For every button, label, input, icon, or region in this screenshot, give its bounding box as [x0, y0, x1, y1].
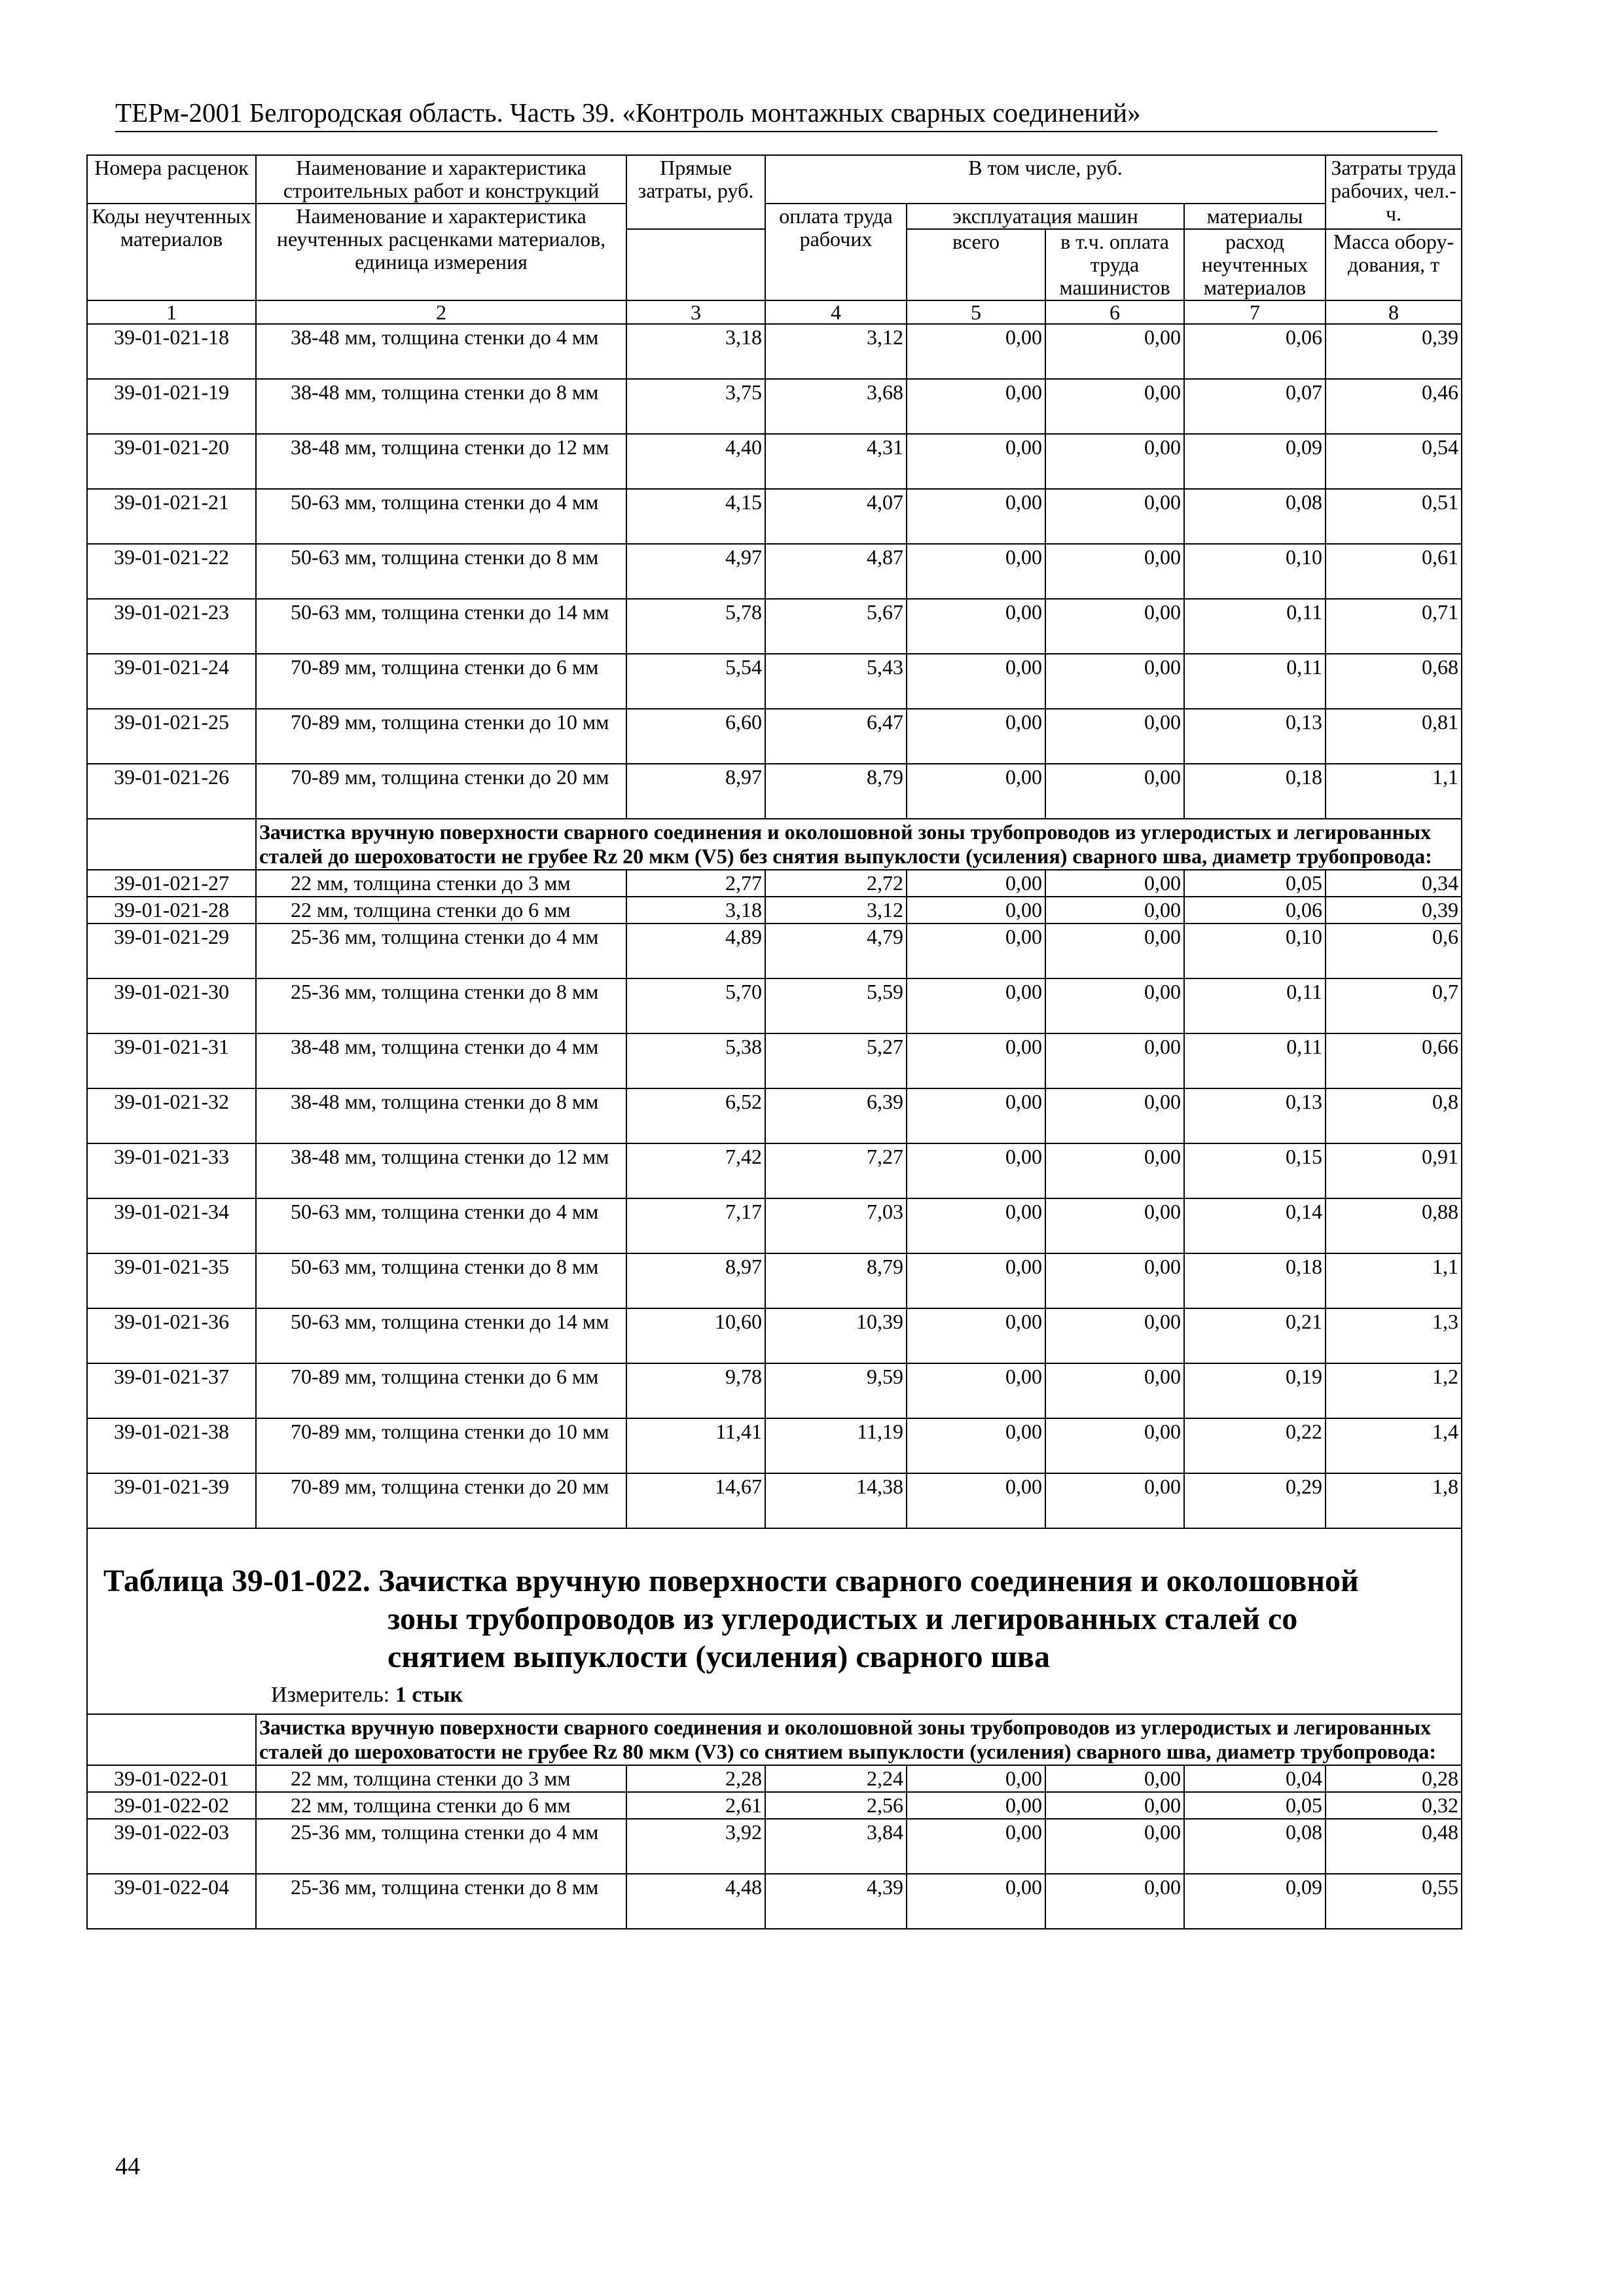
machines-total-value: 0,00 [907, 897, 1045, 924]
table-title [90, 1530, 1458, 1676]
section-spacer [87, 819, 256, 870]
operator-pay-value: 0,00 [1045, 489, 1184, 544]
worker-pay-value: 8,79 [765, 764, 907, 819]
direct-costs-value: 8,97 [626, 764, 765, 819]
direct-costs-value: 5,38 [626, 1033, 765, 1088]
direct-costs-value: 4,15 [626, 489, 765, 544]
machines-total-value: 0,00 [907, 544, 1045, 599]
machines-total-value: 0,00 [907, 1308, 1045, 1363]
section-heading-rz80: Зачистка вручную поверхности сварного соединения и околошовной зоны трубопроводов из углеродистых и легированных сталей до шероховатости не грубее Rz 80 мкм (V3) со снятием выпуклости (усиления) сварного шва, диаметр трубопровода: [256, 1714, 1462, 1765]
machines-total-value: 0,00 [907, 1198, 1045, 1253]
column-number: 7 [1184, 300, 1326, 324]
rows-group-021-a [87, 324, 1462, 819]
rate-code: 39-01-021-22 [87, 544, 256, 599]
labor-costs-value: 0,6 [1326, 924, 1462, 978]
table-row [87, 379, 1462, 434]
worker-pay-value: 3,68 [765, 379, 907, 434]
direct-costs-value: 2,28 [626, 1765, 765, 1792]
measure-label: Измеритель: [271, 1683, 390, 1707]
labor-costs-value: 0,66 [1326, 1033, 1462, 1088]
table-title-line-2: зоны трубопроводов из углеродистых и легированных сталей со [388, 1602, 1298, 1636]
worker-pay-value: 4,31 [765, 434, 907, 489]
rate-description: 50-63 мм, толщина стенки до 14 мм [256, 599, 626, 654]
rate-description: 70-89 мм, толщина стенки до 10 мм [256, 1418, 626, 1473]
machines-total-value: 0,00 [907, 1874, 1045, 1929]
rows-group-021-b [87, 870, 1462, 1528]
section-row [87, 1714, 1462, 1765]
labor-costs-value: 0,32 [1326, 1792, 1462, 1819]
material-usage-value: 0,11 [1184, 1033, 1326, 1088]
direct-costs-value: 4,48 [626, 1874, 765, 1929]
material-usage-value: 0,08 [1184, 489, 1326, 544]
labor-costs-value: 0,28 [1326, 1765, 1462, 1792]
table-row [87, 434, 1462, 489]
rate-code: 39-01-021-27 [87, 870, 256, 897]
worker-pay-value: 4,07 [765, 489, 907, 544]
material-usage-value: 0,29 [1184, 1473, 1326, 1528]
direct-costs-value: 6,52 [626, 1088, 765, 1143]
table-row [87, 489, 1462, 544]
rate-description: 22 мм, толщина стенки до 6 мм [256, 897, 626, 924]
labor-costs-value: 1,1 [1326, 1253, 1462, 1308]
direct-costs-value: 9,78 [626, 1363, 765, 1418]
operator-pay-value: 0,00 [1045, 1792, 1184, 1819]
material-usage-value: 0,13 [1184, 1088, 1326, 1143]
table-row [87, 1363, 1462, 1418]
column-number-row [87, 300, 1462, 324]
operator-pay-value: 0,00 [1045, 434, 1184, 489]
col-header-material-usage: расход неучтенных материалов [1184, 229, 1326, 300]
table-row [87, 1765, 1462, 1792]
labor-costs-value: 0,68 [1326, 654, 1462, 709]
machines-total-value: 0,00 [907, 924, 1045, 978]
rate-description: 50-63 мм, толщина стенки до 4 мм [256, 1198, 626, 1253]
material-usage-value: 0,15 [1184, 1143, 1326, 1198]
direct-costs-value: 5,78 [626, 599, 765, 654]
rate-description: 22 мм, толщина стенки до 3 мм [256, 870, 626, 897]
table-row [87, 324, 1462, 379]
rate-code: 39-01-022-04 [87, 1874, 256, 1929]
direct-costs-value: 3,18 [626, 324, 765, 379]
worker-pay-value: 14,38 [765, 1473, 907, 1528]
table-row [87, 1792, 1462, 1819]
col-header-rate-numbers: Номера расценок [87, 155, 256, 204]
measure-value: 1 стык [395, 1683, 463, 1707]
rate-description: 25-36 мм, толщина стенки до 4 мм [256, 924, 626, 978]
labor-costs-value: 0,8 [1326, 1088, 1462, 1143]
labor-costs-value: 0,7 [1326, 978, 1462, 1033]
machines-total-value: 0,00 [907, 1363, 1045, 1418]
worker-pay-value: 2,56 [765, 1792, 907, 1819]
machines-total-value: 0,00 [907, 1033, 1045, 1088]
rate-code: 39-01-021-19 [87, 379, 256, 434]
worker-pay-value: 3,12 [765, 897, 907, 924]
machines-total-value: 0,00 [907, 379, 1045, 434]
material-usage-value: 0,07 [1184, 379, 1326, 434]
material-usage-value: 0,21 [1184, 1308, 1326, 1363]
material-usage-value: 0,09 [1184, 1874, 1326, 1929]
labor-costs-value: 0,88 [1326, 1198, 1462, 1253]
direct-costs-value: 4,97 [626, 544, 765, 599]
rate-description: 50-63 мм, толщина стенки до 14 мм [256, 1308, 626, 1363]
material-usage-value: 0,13 [1184, 709, 1326, 764]
col-header-direct-costs-spacer [626, 229, 765, 300]
worker-pay-value: 11,19 [765, 1418, 907, 1473]
machines-total-value: 0,00 [907, 978, 1045, 1033]
direct-costs-value: 3,18 [626, 897, 765, 924]
rate-code: 39-01-021-31 [87, 1033, 256, 1088]
operator-pay-value: 0,00 [1045, 1198, 1184, 1253]
worker-pay-value: 9,59 [765, 1363, 907, 1418]
price-table [86, 154, 1462, 1929]
rate-code: 39-01-021-23 [87, 599, 256, 654]
rate-code: 39-01-022-01 [87, 1765, 256, 1792]
table-title-line-3: снятием выпуклости (усиления) сварного шва [388, 1640, 1050, 1674]
operator-pay-value: 0,00 [1045, 544, 1184, 599]
rate-code: 39-01-021-25 [87, 709, 256, 764]
material-usage-value: 0,06 [1184, 324, 1326, 379]
machines-total-value: 0,00 [907, 1088, 1045, 1143]
worker-pay-value: 10,39 [765, 1308, 907, 1363]
material-usage-value: 0,04 [1184, 1765, 1326, 1792]
table-title-cell [87, 1528, 1462, 1714]
material-usage-value: 0,06 [1184, 897, 1326, 924]
rate-code: 39-01-021-38 [87, 1418, 256, 1473]
material-usage-value: 0,11 [1184, 654, 1326, 709]
labor-costs-value: 0,71 [1326, 599, 1462, 654]
table-row [87, 1088, 1462, 1143]
table-row [87, 1418, 1462, 1473]
rate-code: 39-01-021-30 [87, 978, 256, 1033]
labor-costs-value: 1,1 [1326, 764, 1462, 819]
table-row [87, 1308, 1462, 1363]
worker-pay-value: 8,79 [765, 1253, 907, 1308]
worker-pay-value: 6,39 [765, 1088, 907, 1143]
machines-total-value: 0,00 [907, 489, 1045, 544]
labor-costs-value: 0,39 [1326, 897, 1462, 924]
direct-costs-value: 2,61 [626, 1792, 765, 1819]
operator-pay-value: 0,00 [1045, 1874, 1184, 1929]
machines-total-value: 0,00 [907, 324, 1045, 379]
rate-code: 39-01-021-39 [87, 1473, 256, 1528]
table-row [87, 1473, 1462, 1528]
rate-code: 39-01-021-34 [87, 1198, 256, 1253]
labor-costs-value: 0,91 [1326, 1143, 1462, 1198]
rate-description: 50-63 мм, толщина стенки до 8 мм [256, 1253, 626, 1308]
material-usage-value: 0,10 [1184, 544, 1326, 599]
col-header-work-name: Наименование и характеристика строительных работ и конструкций [256, 155, 626, 204]
rate-code: 39-01-021-26 [87, 764, 256, 819]
col-header-worker-pay: оплата труда рабочих [765, 204, 907, 300]
machines-total-value: 0,00 [907, 1819, 1045, 1874]
operator-pay-value: 0,00 [1045, 324, 1184, 379]
rate-description: 70-89 мм, толщина стенки до 6 мм [256, 1363, 626, 1418]
rate-description: 38-48 мм, толщина стенки до 4 мм [256, 324, 626, 379]
rate-description: 22 мм, толщина стенки до 3 мм [256, 1765, 626, 1792]
rate-code: 39-01-021-20 [87, 434, 256, 489]
rate-description: 70-89 мм, толщина стенки до 6 мм [256, 654, 626, 709]
operator-pay-value: 0,00 [1045, 1088, 1184, 1143]
col-header-machines-total: всего [907, 229, 1045, 300]
direct-costs-value: 5,70 [626, 978, 765, 1033]
labor-costs-value: 0,61 [1326, 544, 1462, 599]
machines-total-value: 0,00 [907, 1143, 1045, 1198]
operator-pay-value: 0,00 [1045, 1033, 1184, 1088]
material-usage-value: 0,22 [1184, 1418, 1326, 1473]
operator-pay-value: 0,00 [1045, 924, 1184, 978]
worker-pay-value: 3,84 [765, 1819, 907, 1874]
machines-total-value: 0,00 [907, 1418, 1045, 1473]
column-number: 1 [87, 300, 256, 324]
rate-description: 38-48 мм, толщина стенки до 12 мм [256, 434, 626, 489]
material-usage-value: 0,10 [1184, 924, 1326, 978]
material-usage-value: 0,14 [1184, 1198, 1326, 1253]
operator-pay-value: 0,00 [1045, 1819, 1184, 1874]
col-header-direct-costs: Прямые затраты, руб. [626, 155, 765, 229]
rate-code: 39-01-022-02 [87, 1792, 256, 1819]
rate-code: 39-01-021-32 [87, 1088, 256, 1143]
rate-description: 22 мм, толщина стенки до 6 мм [256, 1792, 626, 1819]
col-header-materials: материалы [1184, 204, 1326, 229]
worker-pay-value: 5,27 [765, 1033, 907, 1088]
operator-pay-value: 0,00 [1045, 1418, 1184, 1473]
table-row [87, 654, 1462, 709]
labor-costs-value: 0,39 [1326, 324, 1462, 379]
operator-pay-value: 0,00 [1045, 1253, 1184, 1308]
measure-unit [90, 1676, 1458, 1713]
direct-costs-value: 6,60 [626, 709, 765, 764]
operator-pay-value: 0,00 [1045, 1765, 1184, 1792]
machines-total-value: 0,00 [907, 870, 1045, 897]
material-usage-value: 0,19 [1184, 1363, 1326, 1418]
rate-description: 70-89 мм, толщина стенки до 20 мм [256, 764, 626, 819]
direct-costs-value: 10,60 [626, 1308, 765, 1363]
direct-costs-value: 7,42 [626, 1143, 765, 1198]
worker-pay-value: 3,12 [765, 324, 907, 379]
material-usage-value: 0,18 [1184, 764, 1326, 819]
table-title-line-1: Таблица 39-01-022. Зачистка вручную поверхности сварного соединения и околошовной [103, 1564, 1359, 1598]
column-number: 8 [1326, 300, 1462, 324]
worker-pay-value: 5,59 [765, 978, 907, 1033]
table-row [87, 924, 1462, 978]
direct-costs-value: 3,92 [626, 1819, 765, 1874]
operator-pay-value: 0,00 [1045, 978, 1184, 1033]
material-usage-value: 0,09 [1184, 434, 1326, 489]
direct-costs-value: 8,97 [626, 1253, 765, 1308]
table-row [87, 1253, 1462, 1308]
machines-total-value: 0,00 [907, 434, 1045, 489]
section-spacer [87, 1714, 256, 1765]
direct-costs-value: 2,77 [626, 870, 765, 897]
direct-costs-value: 3,75 [626, 379, 765, 434]
worker-pay-value: 2,24 [765, 1765, 907, 1792]
header-row-2 [87, 204, 1462, 229]
rate-description: 50-63 мм, толщина стенки до 4 мм [256, 489, 626, 544]
material-usage-value: 0,05 [1184, 1792, 1326, 1819]
column-number: 6 [1045, 300, 1184, 324]
labor-costs-value: 1,8 [1326, 1473, 1462, 1528]
worker-pay-value: 4,39 [765, 1874, 907, 1929]
operator-pay-value: 0,00 [1045, 1473, 1184, 1528]
rate-code: 39-01-021-24 [87, 654, 256, 709]
material-usage-value: 0,11 [1184, 599, 1326, 654]
rate-description: 70-89 мм, толщина стенки до 10 мм [256, 709, 626, 764]
worker-pay-value: 4,87 [765, 544, 907, 599]
material-usage-value: 0,11 [1184, 978, 1326, 1033]
running-header: ТЕРм-2001 Белгородская область. Часть 39. «Контроль монтажных сварных соединений» [115, 97, 1437, 132]
machines-total-value: 0,00 [907, 764, 1045, 819]
worker-pay-value: 7,27 [765, 1143, 907, 1198]
rate-code: 39-01-021-29 [87, 924, 256, 978]
worker-pay-value: 2,72 [765, 870, 907, 897]
operator-pay-value: 0,00 [1045, 1363, 1184, 1418]
worker-pay-value: 6,47 [765, 709, 907, 764]
rate-description: 38-48 мм, толщина стенки до 8 мм [256, 379, 626, 434]
direct-costs-value: 4,89 [626, 924, 765, 978]
rate-description: 38-48 мм, толщина стенки до 4 мм [256, 1033, 626, 1088]
rate-code: 39-01-021-18 [87, 324, 256, 379]
direct-costs-value: 5,54 [626, 654, 765, 709]
col-header-labor-costs: Затраты труда рабочих, чел.-ч. [1326, 155, 1462, 229]
table-row [87, 1819, 1462, 1874]
material-usage-value: 0,18 [1184, 1253, 1326, 1308]
labor-costs-value: 0,51 [1326, 489, 1462, 544]
table-row [87, 1198, 1462, 1253]
operator-pay-value: 0,00 [1045, 870, 1184, 897]
rate-code: 39-01-021-36 [87, 1308, 256, 1363]
table-row [87, 870, 1462, 897]
labor-costs-value: 0,34 [1326, 870, 1462, 897]
labor-costs-value: 1,4 [1326, 1418, 1462, 1473]
labor-costs-value: 0,54 [1326, 434, 1462, 489]
col-header-material-codes: Коды неучтенных материалов [87, 204, 256, 300]
operator-pay-value: 0,00 [1045, 1143, 1184, 1198]
section-row [87, 819, 1462, 870]
labor-costs-value: 0,81 [1326, 709, 1462, 764]
operator-pay-value: 0,00 [1045, 764, 1184, 819]
rate-description: 25-36 мм, толщина стенки до 8 мм [256, 1874, 626, 1929]
operator-pay-value: 0,00 [1045, 599, 1184, 654]
col-header-operator-pay: в т.ч. оплата труда машинистов [1045, 229, 1184, 300]
operator-pay-value: 0,00 [1045, 654, 1184, 709]
machines-total-value: 0,00 [907, 599, 1045, 654]
rows-group-022 [87, 1765, 1462, 1929]
direct-costs-value: 11,41 [626, 1418, 765, 1473]
worker-pay-value: 7,03 [765, 1198, 907, 1253]
rate-description: 50-63 мм, толщина стенки до 8 мм [256, 544, 626, 599]
table-row [87, 544, 1462, 599]
labor-costs-value: 1,2 [1326, 1363, 1462, 1418]
table-row [87, 1874, 1462, 1929]
section-heading-rz20: Зачистка вручную поверхности сварного соединения и околошовной зоны трубопроводов из углеродистых и легированных сталей до шероховатости не грубее Rz 20 мкм (V5) без снятия выпуклости (усиления) сварного шва, диаметр трубопровода: [256, 819, 1462, 870]
operator-pay-value: 0,00 [1045, 709, 1184, 764]
rate-description: 38-48 мм, толщина стенки до 12 мм [256, 1143, 626, 1198]
labor-costs-value: 0,48 [1326, 1819, 1462, 1874]
column-number: 5 [907, 300, 1045, 324]
rate-description: 70-89 мм, толщина стенки до 20 мм [256, 1473, 626, 1528]
direct-costs-value: 7,17 [626, 1198, 765, 1253]
operator-pay-value: 0,00 [1045, 1308, 1184, 1363]
table-row [87, 978, 1462, 1033]
machines-total-value: 0,00 [907, 1765, 1045, 1792]
material-usage-value: 0,05 [1184, 870, 1326, 897]
rate-description: 25-36 мм, толщина стенки до 8 мм [256, 978, 626, 1033]
machines-total-value: 0,00 [907, 1792, 1045, 1819]
rate-code: 39-01-021-33 [87, 1143, 256, 1198]
col-header-material-name: Наименование и характеристика неучтенных расценками материалов, единица измерения [256, 204, 626, 300]
col-header-machines: эксплуатация машин [907, 204, 1184, 229]
page-number: 44 [115, 2153, 140, 2180]
machines-total-value: 0,00 [907, 709, 1045, 764]
machines-total-value: 0,00 [907, 1473, 1045, 1528]
column-number: 2 [256, 300, 626, 324]
labor-costs-value: 0,55 [1326, 1874, 1462, 1929]
machines-total-value: 0,00 [907, 1253, 1045, 1308]
rate-code: 39-01-021-35 [87, 1253, 256, 1308]
direct-costs-value: 14,67 [626, 1473, 765, 1528]
material-usage-value: 0,08 [1184, 1819, 1326, 1874]
col-header-in-total: В том числе, руб. [765, 155, 1326, 204]
table-title-row [87, 1528, 1462, 1714]
rate-description: 38-48 мм, толщина стенки до 8 мм [256, 1088, 626, 1143]
rate-description: 25-36 мм, толщина стенки до 4 мм [256, 1819, 626, 1874]
table-row [87, 709, 1462, 764]
labor-costs-value: 1,3 [1326, 1308, 1462, 1363]
col-header-equipment-mass: Масса обору-дования, т [1326, 229, 1462, 300]
header-row-1 [87, 155, 1462, 204]
rate-code: 39-01-021-28 [87, 897, 256, 924]
operator-pay-value: 0,00 [1045, 379, 1184, 434]
table-row [87, 897, 1462, 924]
column-number: 4 [765, 300, 907, 324]
rate-code: 39-01-021-21 [87, 489, 256, 544]
machines-total-value: 0,00 [907, 654, 1045, 709]
operator-pay-value: 0,00 [1045, 897, 1184, 924]
column-number: 3 [626, 300, 765, 324]
labor-costs-value: 0,46 [1326, 379, 1462, 434]
table-row [87, 764, 1462, 819]
table-row [87, 1143, 1462, 1198]
worker-pay-value: 5,67 [765, 599, 907, 654]
table-row [87, 599, 1462, 654]
worker-pay-value: 5,43 [765, 654, 907, 709]
table-row [87, 1033, 1462, 1088]
rate-code: 39-01-022-03 [87, 1819, 256, 1874]
direct-costs-value: 4,40 [626, 434, 765, 489]
rate-code: 39-01-021-37 [87, 1363, 256, 1418]
worker-pay-value: 4,79 [765, 924, 907, 978]
